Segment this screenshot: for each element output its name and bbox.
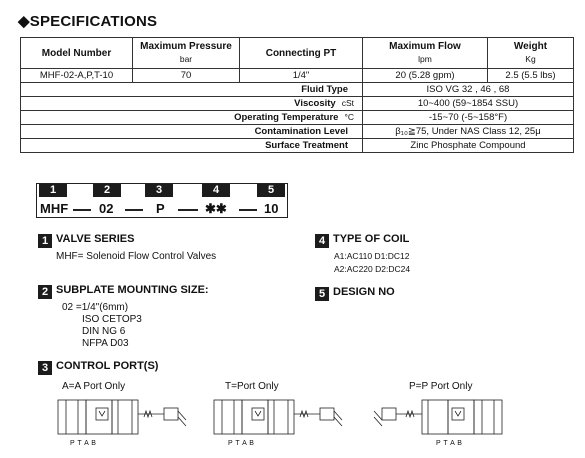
cell-model: MHF-02-A,P,T-10 [21, 69, 133, 83]
subplate-line: DIN NG 6 [82, 326, 126, 337]
prop-label: Fluid Type [21, 83, 363, 97]
model-code-box [36, 183, 288, 218]
prop-value: 10~400 (59~1854 SSU) [363, 97, 574, 111]
code-dash [125, 209, 143, 211]
prop-value: ISO VG 32 , 46 , 68 [363, 83, 574, 97]
table-header-row [21, 38, 574, 69]
section-control-ports: 3 CONTROL PORT(S) [38, 360, 158, 375]
code-number: 2 [93, 184, 121, 197]
coil-line: A2:AC220 D2:DC24 [334, 264, 411, 274]
code-segment: 10 [264, 201, 279, 216]
valve-series-text: MHF= Solenoid Flow Control Valves [56, 251, 217, 262]
prop-value: Zinc Phosphate Compound [363, 139, 574, 153]
subplate-line: 02 =1/4"(6mm) [62, 302, 129, 313]
prop-value: -15~70 (-5~158°F) [363, 111, 574, 125]
code-dash [239, 209, 257, 211]
table-row [21, 83, 574, 97]
prop-label: Operating Temperature °C [21, 111, 363, 125]
cell-connecting: 1/4" [240, 69, 363, 83]
cell-pressure: 70 [133, 69, 240, 83]
header-weight: Weight Kg [488, 38, 574, 69]
code-number: 5 [257, 184, 285, 197]
header-pressure: Maximum Pressure bar [133, 38, 240, 69]
code-dash [178, 209, 198, 211]
cell-flow: 20 (5.28 gpm) [363, 69, 488, 83]
subplate-line: NFPA D03 [82, 338, 129, 349]
table-row [21, 125, 574, 139]
a-port-symbol [56, 394, 196, 438]
port-label-p: P=P Port Only [409, 381, 473, 392]
code-dash [73, 209, 91, 211]
section-coil-type: 4 TYPE OF COIL [315, 233, 409, 248]
prop-label: Surface Treatment [21, 139, 363, 153]
cell-weight: 2.5 (5.5 lbs) [488, 69, 574, 83]
section-subplate: 2 SUBPLATE MOUNTING SIZE: [38, 284, 209, 299]
code-number: 3 [145, 184, 173, 197]
table-row [21, 111, 574, 125]
section-valve-series: 1 VALVE SERIES [38, 233, 134, 248]
code-number: 1 [39, 184, 67, 197]
header-model: Model Number [21, 38, 133, 69]
prop-value: β₁₀≧75, Under NAS Class 12, 25μ [363, 125, 574, 139]
table-row [21, 97, 574, 111]
subplate-line: ISO CETOP3 [82, 314, 142, 325]
port-letters: P T A B [436, 440, 463, 447]
specifications-table [20, 37, 574, 153]
page-title: ◆SPECIFICATIONS [18, 13, 158, 30]
port-letters: P T A B [228, 440, 255, 447]
port-label-t: T=Port Only [225, 381, 279, 392]
prop-label: Viscosity cSt [21, 97, 363, 111]
code-segment: P [156, 201, 165, 216]
coil-line: A1:AC110 D1:DC12 [334, 251, 410, 261]
p-port-symbol [366, 394, 506, 438]
code-segment: ✱✱ [205, 201, 227, 216]
port-letters: P T A B [70, 440, 97, 447]
table-row [21, 69, 574, 83]
code-segment: 02 [99, 201, 114, 216]
code-segment: MHF [40, 201, 69, 216]
table-row [21, 139, 574, 153]
prop-label: Contamination Level [21, 125, 363, 139]
section-design-no: 5 DESIGN NO [315, 286, 395, 301]
t-port-symbol [212, 394, 352, 438]
port-label-a: A=A Port Only [62, 381, 126, 392]
code-number: 4 [202, 184, 230, 197]
header-connecting: Connecting PT [240, 38, 363, 69]
header-flow: Maximum Flow lpm [363, 38, 488, 69]
